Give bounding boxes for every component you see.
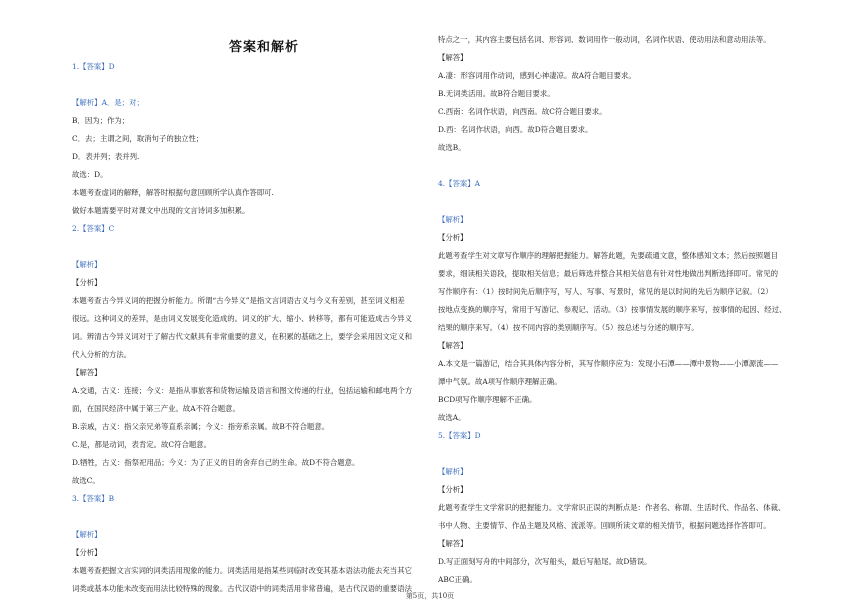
text-line: 潭中气氛。故A项写作顺序理解正确。 [438,377,562,386]
right-column [438,34,822,592]
text-line: 故选B。 [438,143,466,152]
text-line: 【分析】 [438,233,468,242]
page-title: 答案和解析 [228,40,299,55]
text-line: 写作顺序有：（1）按时间先后顺序写，写人、写事、写景时，常见的是以时间的先后为顺序记叙。（2） [438,287,773,296]
text-line: 书中人物、主要情节、作品主题及风格、流派等。回顾所读文章的相关情节，根据问题选择作答即可。 [438,521,771,530]
text-line: D.写正面刻写舟的中间部分，次写船头，最后写船尾。故D错误。 [438,557,652,566]
question-answer-heading: 1.【答案】D [72,62,115,71]
question-answer-heading: 2.【答案】C [72,224,115,233]
text-line: 故选：D。 [72,170,108,179]
question-answer-heading: 4.【答案】A [438,179,480,188]
text-line: 特点之一，其内容主要包括名词、形容词、数词用作一般动词，名词作状语、使动用法和意动用法等。 [438,35,771,44]
text-line: 此题考查学生文学常识的把握能力。文学常识正误的判断点是：作者名、称谓、生活时代、作品名、体裁、 [438,503,786,512]
text-line: D.西：名词作状语，向西。故D符合题目要求。 [438,125,593,134]
spacer [438,160,822,178]
text-line: C．去；主谓之间，取消句子的独立性； [72,134,204,143]
page-footer: 第5页，共10页 [405,592,455,600]
spacer [72,241,456,259]
text-line: 【分析】 [72,548,102,557]
text-line: ABC正确。 [438,575,477,584]
text-line: 结果的顺序来写。（4）按不同内容的类别顺序写。（5）按总述与分述的顺序写。 [438,323,699,332]
text-line: 很远。这种词义的差异，是由词义发展变化造成的。词义的扩大、缩小、转移等，都有可能造成古今异义 [72,314,412,323]
text-line: B.亲戚，古义：指父亲兄弟等直系亲属；今义：指旁系亲属。故B不符合题意。 [72,422,330,431]
spacer [438,448,822,466]
text-line: B.无词类活用。故B符合题目要求。 [438,89,555,98]
question-answer-heading: 3.【答案】B [72,494,115,503]
text-line: 【解答】 [72,368,102,377]
text-line: A.本文是一篇游记，结合其具体内容分析，其写作顺序应为：发现小石潭——潭中景物——小潭源流—— [438,359,779,368]
text-line: 【解答】 [438,53,468,62]
text-line: BCD项写作顺序理解不正确。 [438,395,537,404]
text-line: 此题考查学生对文章写作顺序的理解把握能力。解答此题，先要疏通文意，整体感知文本；然后按照题目 [438,251,778,260]
text-line: 词类或基本功能未改变而用法比较特殊的现象。古代汉语中的词类活用非常普遍，是古代汉语的重要语法 [72,584,412,593]
text-line: 【解析】 [438,467,468,476]
left-column [72,32,456,601]
text-line: 本题考查古今异义词的把握分析能力。所谓“古今异义”是指文言词语古义与今义有差别，甚至词义相差 [72,296,405,305]
text-line: 做好本题需要平时对课文中出现的文言诗词多加积累。 [72,206,250,215]
text-line: C.西南：名词作状语，向西南。故C符合题目要求。 [438,107,607,116]
question-answer-heading: 5.【答案】D [438,431,481,440]
text-line: C.是，都是动词，表肯定。故C符合题意。 [72,440,212,449]
text-line: 【解析】 [72,530,102,539]
text-line: A.凄：形容词用作动词，感到心神凄凉。故A符合题目要求。 [438,71,636,80]
text-line: 【解析】 [438,215,468,224]
text-line: 【解答】 [438,539,468,548]
text-line: 面，在国民经济中属于第三产业。故A不符合题意。 [72,404,240,413]
text-line: 【解答】 [438,341,468,350]
text-line: D．表并列；表并列. [72,152,140,161]
text-line: 故选C。 [72,476,100,485]
text-line: 【解析】 [72,260,102,269]
text-line: 故选A。 [438,413,466,422]
text-line: A.交通，古义：连接；今义：是指从事旅客和货物运输及语言和图文传递的行业，包括运输和邮电两个方 [72,386,413,395]
text-line: 要求，细读相关语段，提取相关信息；最后筛选并整合其相关信息有针对性地做出判断选择即可。常见的 [438,269,778,278]
text-line: 【分析】 [72,278,102,287]
text-line: 词。辨清古今异义词对于了解古代文献具有非常重要的意义，在积累的基础之上，要学会采用因文定义和 [72,332,412,341]
spacer [72,79,456,97]
text-line: 本题考查虚词的解释，解答时根据句意回顾所学认真作答即可. [72,188,274,197]
text-line: B．因为；作为； [72,116,130,125]
text-line: 【解析】A．是；对； [72,98,144,107]
text-line: D.牺牲，古义：指祭祀用品；今义：为了正义的目的舍弃自己的生命。故D不符合题意。 [72,458,360,467]
text-line: 本题考查把握文言实词的词类活用现象的能力。词类活用是指某些词临时改变其基本语法功能去充当其它 [72,566,412,575]
text-line: 代入分析的方法。 [72,350,132,359]
text-line: 【分析】 [438,485,468,494]
spacer [438,196,822,214]
spacer [72,511,456,529]
text-line: 按地点变换的顺序写，常用于写游记、参观记、活动。（3）按事情发展的顺序来写，按事情的起因、经过、 [438,305,787,314]
